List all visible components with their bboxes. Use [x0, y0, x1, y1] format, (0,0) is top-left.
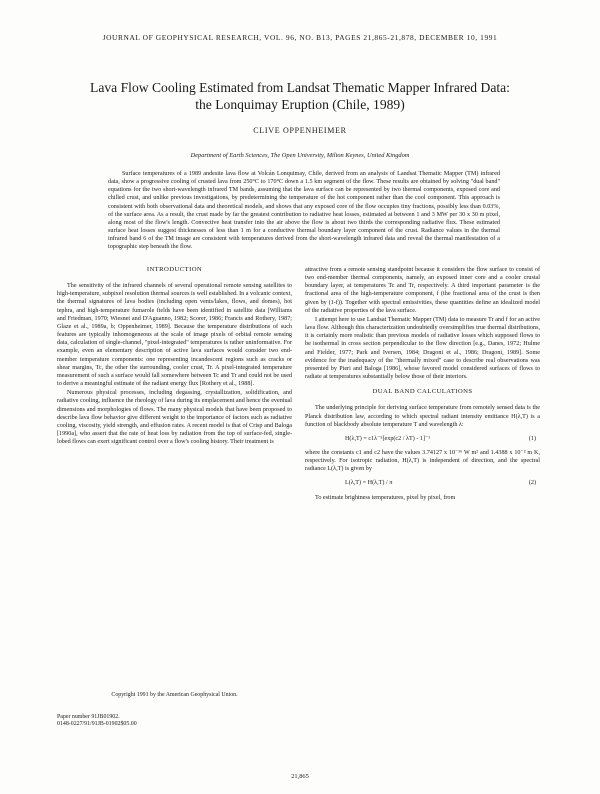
footnote-block — [57, 692, 292, 729]
left-column — [57, 266, 292, 447]
title-line-1: Lava Flow Cooling Estimated from Landsat Thematic Mapper Infrared Data: — [90, 80, 510, 95]
equation-2-body: L(λ,T) = H(λ,T) / π — [345, 480, 393, 487]
author-affiliation: Department of Earth Sciences, The Open University, Milton Keynes, United Kingdom — [190, 152, 410, 159]
section-heading-introduction: INTRODUCTION — [146, 266, 203, 273]
right-paragraph-1: attractive from a remote sensing standpoint because it considers the flow surface to consist of two end-member thermal components, namely, an exposed inner core and a cooler crustal boundary layer, at temperatures Tc and Tr, respectively. A third important parameter is the fractional area of the high-temperature component, f (the fractional area of the crust is then given by (1-f)). Together with spectral emissivities, these quantities define an idealized model of the radiative properties of the lava surface. — [305, 267, 540, 314]
page-number: 21,865 — [291, 773, 309, 780]
copyright-notice: Copyright 1991 by the American Geophysical Union. — [111, 692, 238, 698]
right-paragraph-3: The underlying principle for deriving surface temperature from remotely sensed data is the Planck distribution law, according to which spectral radiant intensity emittance H(λ,T) is a function of blackbody absolute temperature T and wavelength λ: — [305, 405, 540, 428]
equation-2 — [305, 479, 540, 487]
equation-2-number: (2) — [528, 480, 536, 487]
section-heading-dual-band: DUAL BAND CALCULATIONS — [372, 388, 473, 396]
equation-1-number: (1) — [528, 435, 536, 442]
running-header: JOURNAL OF GEOPHYSICAL RESEARCH, VOL. 96, NO. B13, PAGES 21,865-21,878, DECEMBER 10, 1991 — [102, 33, 498, 42]
right-paragraph-2: I attempt here to use Landsat Thematic Mapper (TM) data to measure Tr and f for an active lava flow. Although this characterization undoubtedly oversimplifies true thermal distributions, it is certainly more realistic than previous models of radiative losses which supposed flows to be isothermal in cross section perpendicular to the flow direction [e.g., Danes, 1972; Hulme and Fielder, 1977; Park and Iversen, 1984; Dragoni et al., 1986; Dragoni, 1989]. Some evidence for the inadequacy of the "thermally mixed" case to describe real observations was presented by Pieri and Baloga [1986], whose favored model considered surfaces of flows to radiate at temperatures substantially below those of their interiors. — [305, 316, 540, 381]
abstract — [108, 170, 500, 252]
right-paragraph-5: To estimate brightness temperatures, pixel by pixel, from — [315, 494, 456, 501]
equation-1-body: H(λ,T) = c1λ⁻⁵[exp(c2 / λT) - 1]⁻¹ — [345, 435, 431, 442]
paper-number: Paper number 91JB01902. — [57, 713, 120, 720]
intro-paragraph-1: The sensitivity of the infrared channels of several operational remote sensing satellites to high-temperature, subpixel resolution thermal sources is well established. In a volcanic context, the thermal signatures of lava bodies (including open vents/lakes, flows, and domes), hot tephra, and high-temperature fumarole fields have been identified in satellite data [Williams and Friedman, 1970; Wiesnet and D'Aguanno, 1982; Scorer, 1986; Francis and Rothery, 1987; Glaze et al., 1989a, b; Oppenheimer, 1989]. Because the temperature distributions of such features are typically inhomogeneous at the scale of image pixels of orbital remote sensing data, calculation of single-channel, "pixel-integrated" temperatures is rather uninformative. For example, even an elementary description of active lava surfaces would consider two end-member temperature components: one representing incandescent regions such as cracks or shear margins, Tc, the other the surrounding, cooler crust, Tr. A pixel-integrated temperature measurement of such a surface would fall somewhere between Tc and Tr and could not be used to derive a meaningful estimate of the radiant energy flux [Rothery et al., 1988]. — [57, 283, 292, 388]
right-column — [305, 266, 540, 503]
paper-title — [60, 79, 540, 113]
author-name: CLIVE OPPENHEIMER — [253, 126, 347, 135]
equation-1 — [305, 435, 540, 443]
abstract-text: Surface temperatures of a 1989 andesite lava flow at Volcán Lonquimay, Chile, derived from an analysis of Landsat Thematic Mapper (TM) infrared data, show a progressive cooling of crusted lava from 250°C to 170°C down a 1.5 km segment of the flow. These results are obtained by solving "dual band" equations for the two short-wavelength infrared TM bands, assuming that the lava surface can be represented by two thermal components, exposed core and chilled crust, and unlike previous investigations, by predetermining the temperature of the hot component rather than the cool component. This approach is consistent with both observational data and theoretical models, and shows that any exposed core of the flow occupies tiny fractions, possibly less than 0.03%, of the surface area. As a result, the crust made by far the greatest contribution to radiative heat losses, estimated at between 1 and 3 MW per 30 x 30 m pixel, along most of the flow's length. Convective heat transfer into the air above the flow is about two thirds the corresponding radiative flux. These estimated surface heat losses suggest thicknesses of less than 1 m for a conductive thermal boundary layer component of the crust. Radiance values in the thermal infrared band 6 of the TM image are consistent with temperatures derived from the short-wavelength infrared data and reveal the thermal manifestation of a topographic step beneath the flow. — [108, 171, 500, 251]
title-line-2: the Lonquimay Eruption (Chile, 1989) — [195, 97, 405, 112]
right-paragraph-4: where the constants c1 and c2 have the values 3.74127 x 10⁻¹⁶ W m² and 1.4388 x 10⁻² m K, respectively. For isotropic radiation, H(λ,T) is independent of direction, and the spectral radiance L(λ,T) is given by — [305, 449, 540, 473]
issn-code: 0148-0227/91/91JB-01902$05.00 — [57, 721, 137, 728]
intro-paragraph-2: Numerous physical processes, including degassing, crystallization, solidification, and radiative cooling, influence the rheology of lava during its emplacement and hence the eventual dimensions and morphologies of flows. The many physical models that have been proposed to describe lava flow behavior give different weight to the importance of factors such as radiative cooling, viscosity, yield strength, and effusion rates. A recent model is that of Crisp and Baloga [1990a], who assert that the rate of heat loss by radiation from the top of surface-fed, single-lobed flows can exert significant control over a flow's cooling history. Their treatment is — [57, 390, 292, 446]
